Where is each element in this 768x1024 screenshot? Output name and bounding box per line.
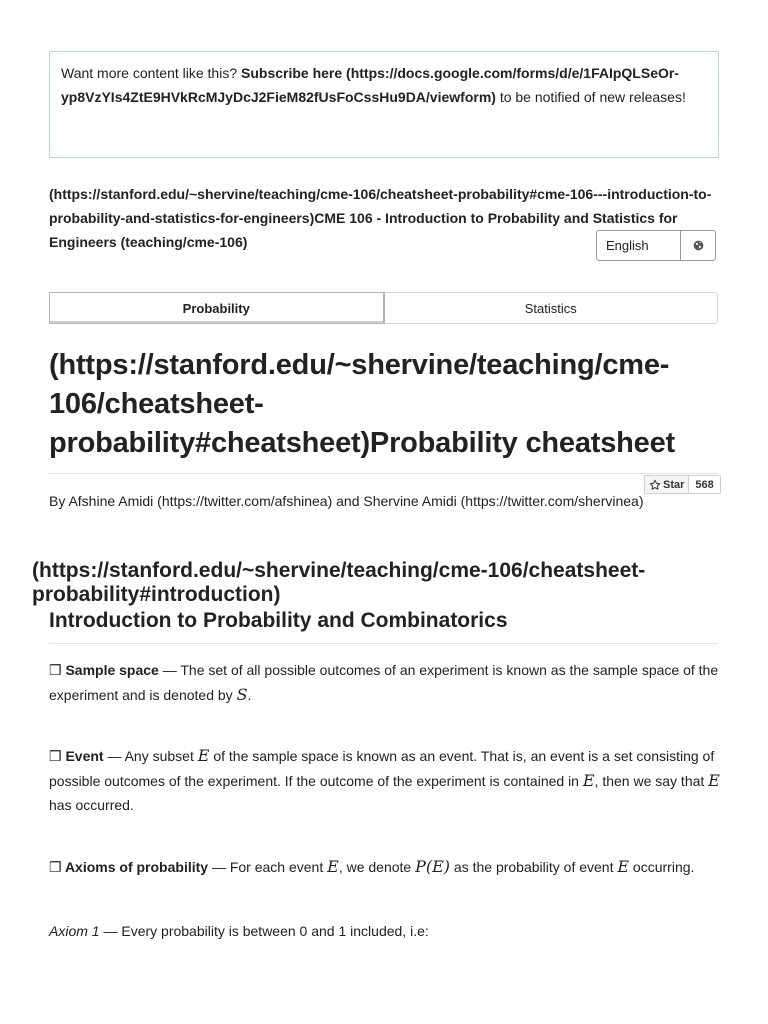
star-button[interactable] <box>644 475 689 494</box>
term-event: Event <box>65 748 104 764</box>
math-symbol: E <box>327 857 339 876</box>
language-selected[interactable]: English <box>606 238 649 253</box>
definition-text: , then we say that <box>594 772 709 789</box>
checkbox-glyph: ❒ <box>49 662 62 678</box>
definition-end: . <box>247 686 252 703</box>
math-symbol: E <box>582 770 595 790</box>
definition-text: has occurred. <box>49 797 134 813</box>
term-axioms: Axioms of probability <box>64 859 209 875</box>
banner-prefix: Want more content like this? <box>61 65 242 81</box>
tab-probability[interactable]: Probability <box>49 292 385 324</box>
dash: — <box>158 662 181 678</box>
banner-suffix: to be notified of new releases! <box>495 88 686 105</box>
section-divider <box>49 643 718 644</box>
dash: — <box>103 748 125 764</box>
math-symbol: E <box>617 857 630 876</box>
checkbox-glyph: ❒ <box>49 859 62 875</box>
tab-statistics[interactable]: Statistics <box>385 292 719 324</box>
github-star-widget[interactable] <box>644 475 721 494</box>
definition-text: Any subset <box>124 748 198 764</box>
subscribe-banner <box>49 51 719 158</box>
page-title[interactable]: (https://stanford.edu/~shervine/teaching/cme-106/cheatsheet-probability#cheatsheet)Probability cheatsheet <box>49 349 675 459</box>
definition-text: as the probability of event <box>450 859 618 875</box>
star-count[interactable]: 568 <box>689 475 720 494</box>
section-title: Introduction to Probability and Combinatorics <box>49 609 508 632</box>
axiom-text: Every probability is between 0 and 1 included, i.e: <box>121 923 429 939</box>
math-expression: P(E) <box>415 857 451 876</box>
definition-axioms <box>49 855 721 880</box>
definition-sample-space <box>49 658 721 707</box>
definition-event <box>49 744 721 818</box>
axiom-1 <box>49 919 721 944</box>
language-selector[interactable] <box>596 230 716 261</box>
section-anchor-link[interactable]: (https://stanford.edu/~shervine/teaching/cme-106/cheatsheet-probability#introduction) <box>32 559 646 606</box>
definition-text: The set of all possible outcomes of an experiment is known as the sample space of the experiment and is denoted by <box>49 662 719 703</box>
course-breadcrumb-link[interactable]: (https://stanford.edu/~shervine/teaching/cme-106/cheatsheet-probability#cme-106---introduction-to-probability-and-statistics-for-engineers)CME 106 - Introduction to Probability and Statistics for Engineers (teaching/cme-106) <box>49 186 712 250</box>
definition-text: For each event <box>229 859 328 875</box>
subscribe-link[interactable]: Subscribe here (https://docs.google.com/forms/d/e/1FAIpQLSeOr-yp8VzYIs4ZtE9HVkRcMJyDcJ2FieM82fUsFoCssHu9DA/viewform) <box>61 65 679 105</box>
checkbox-glyph: ❒ <box>49 748 62 764</box>
dash: — <box>99 923 122 939</box>
axiom-label: Axiom 1 <box>49 923 100 939</box>
globe-icon[interactable] <box>680 231 715 260</box>
math-symbol: E <box>708 770 720 790</box>
definition-text: , we denote <box>338 859 416 875</box>
definition-text: of the sample space is known as an event. That is, an event is a set consisting of possible outcomes of the experiment. If the outcome of the experiment is contained in <box>49 748 715 789</box>
math-symbol: S <box>236 684 248 704</box>
star-label: Star <box>663 478 685 491</box>
dash: — <box>208 859 230 875</box>
title-divider <box>49 473 718 474</box>
term-sample-space: Sample space <box>65 662 159 678</box>
math-symbol: E <box>197 746 210 765</box>
star-icon <box>649 479 661 491</box>
definition-text: occurring. <box>629 859 695 875</box>
cheatsheet-tabs <box>49 292 718 324</box>
author-byline[interactable]: By Afshine Amidi (https://twitter.com/afshinea) and Shervine Amidi (https://twitter.com/shervinea) <box>49 493 644 509</box>
